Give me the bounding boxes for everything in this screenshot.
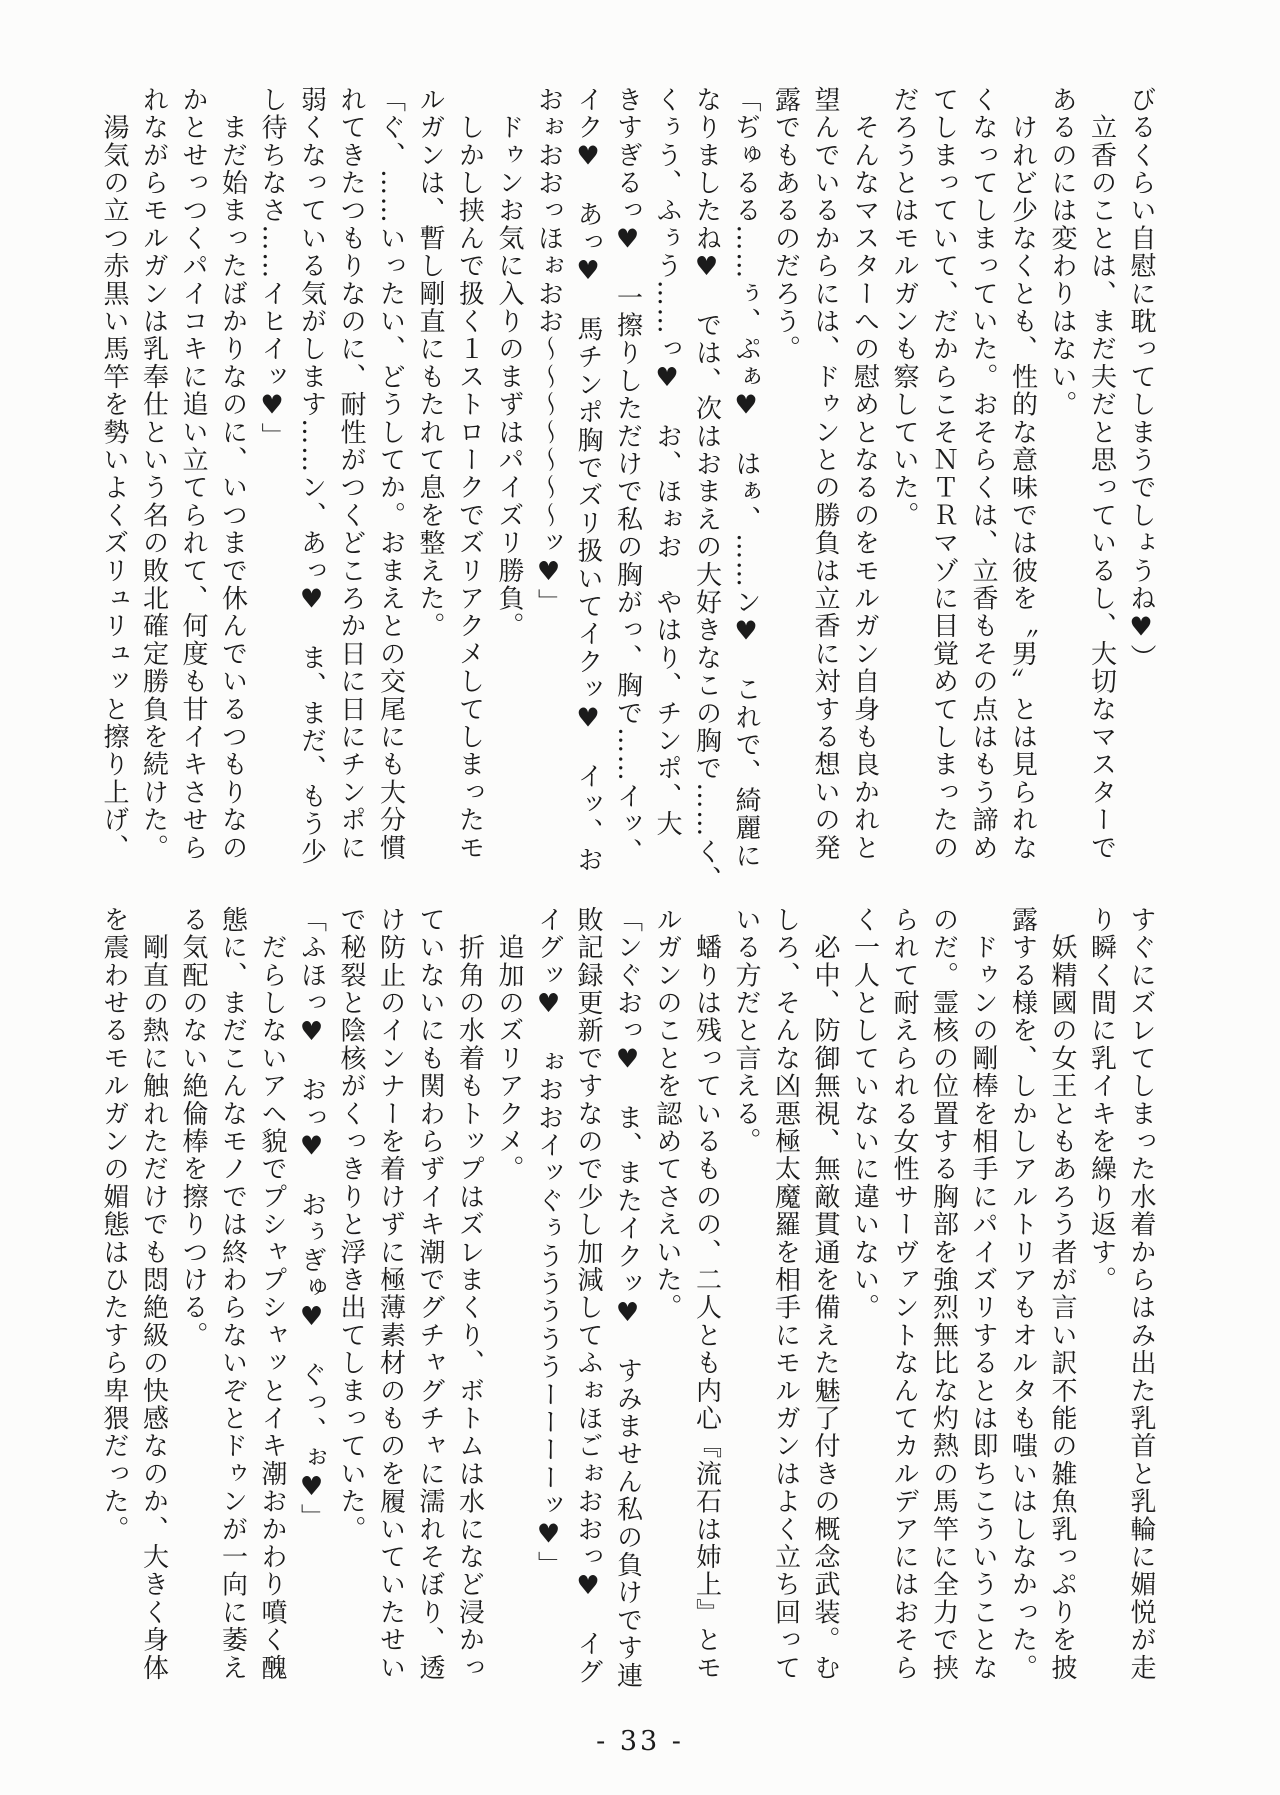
text-column: 望んでいるからには、ドゥンとの勝負は立香に対する想いの発 [810,86,840,862]
text-column: あるのには変わりはない。 [1047,86,1077,419]
text-column: を震わせるモルガンの媚態はひたすら卑猥だった。 [99,906,129,1544]
page-number: - 33 - [596,1726,684,1757]
text-column: きすぎるっ♥ 一擦りしただけで私の胸がっ、胸で……イッ、 [612,86,643,866]
text-column: く一人としていないに違いない。 [849,906,880,1322]
text-column: で秘裂と陰核がくっきりと浮き出てしまっていた。 [336,906,366,1544]
text-column: しろ、そんな凶悪極太魔羅を相手にモルガンはよく立ち回って [770,906,801,1682]
text-column: け防止のインナーを着けずに極薄素材のものを履いていたせい [375,906,406,1682]
text-column: 露する様を、しかしアルトリアもオルタも嗤いはしなかった。 [1007,906,1038,1682]
text-column: し待ちなさ……イヒイッ♥」 [257,86,287,451]
text-column: 追加のズリアクメ。 [494,906,524,1183]
text-column: だろうとはモルガンも察していた。 [889,86,919,530]
text-column: 態に、まだこんなモノでは終わらないぞとドゥンが一向に萎え [217,906,248,1682]
bottom-text-block [94,906,1161,1692]
text-column: くぅう、ふぅう……っ♥ お、ほぉお やはり、チンポ、大 [652,86,682,838]
text-column: れながらモルガンは乳奉仕という名の敗北確定勝負を続けた。 [138,86,169,862]
text-column: 立香のことは、まだ夫だと思っているし、大切なマスターで [1086,86,1117,862]
text-column: ルガンのことを認めてさえいた。 [652,906,682,1322]
text-column: れてきたつもりなのに、耐性がつくどころか日に日にチンポに [336,86,366,862]
text-column: びるくらい自慰に耽ってしまうでしょうね♥） [1126,86,1156,672]
text-column: かとせっつくパイコキに追い立てられて、何度も甘イキさせら [178,86,208,862]
text-column: 「ぢゅるる……ぅ、ぷぁ♥ はぁ、……ン♥ これで、綺麗に [731,86,761,870]
text-column: イグッ♥ ぉおおイッぐぅうううううーーーーッ♥」 [533,906,564,1579]
text-column: 折角の水着もトップはズレまくり、ボトムは水になど浸かっ [454,906,485,1682]
text-column: る気配のない絶倫棒を擦りつける。 [178,906,208,1350]
text-column: まだ始まったばかりなのに、いつまで休んでいるつもりなの [217,86,248,862]
text-column: けれど少なくとも、性的な意味では彼を〝男〟とは見られな [1007,86,1038,862]
text-column: てしまっていて、だからこそＮＴＲマゾに目覚めてしまったの [928,86,959,862]
text-column: 「ンぐおっ♥ ま、またイクッ♥ すみません私の負けです連 [612,906,643,1690]
text-column: 湯気の立つ赤黒い馬竿を勢いよくズリュリュッと擦り上げ、 [99,86,129,862]
text-column: 弱くなっている気がします……ン、あっ♥ ま、まだ、もう少 [296,86,327,866]
text-column: ドゥンの剛棒を相手にパイズリするとは即ちこういうことな [968,906,998,1682]
text-column: ていないにも関わらずイキ潮でグチャグチャに濡れそぼり、透 [415,906,445,1682]
text-column: だらしないアヘ貌でプシャプシャッとイキ潮おかわり噴く醜 [257,906,287,1682]
text-column: ドゥンお気に入りのまずはパイズリ勝負。 [494,86,524,640]
text-column: 妖精國の女王ともあろう者が言い訳不能の雑魚乳っぷりを披 [1047,906,1077,1682]
text-column: 露でもあるのだろう。 [770,86,801,363]
top-text-block [94,86,1161,894]
text-column: くなってしまっていた。おそらくは、立香もその点はもう諦め [968,86,998,862]
text-column: いる方だと言える。 [731,906,761,1156]
text-column: そんなマスターへの慰めとなるのをモルガン自身も良かれと [849,86,880,862]
text-column: のだ。霊核の位置する胸部を強烈無比な灼熱の馬竿に全力で挟 [928,906,959,1682]
text-column: 「ふほっ♥ おっ♥ おぅぎゅ♥ ぐっ、ぉ♥」 [296,906,327,1532]
text-column: 剛直の熱に触れただけでも悶絶級の快感なのか、大きく身体 [138,906,169,1682]
text-column: り瞬く間に乳イキを繰り返す。 [1086,906,1117,1294]
text-column: ルガンは、暫し剛直にもたれて息を整えた。 [415,86,445,640]
text-column: 必中、防御無視、無敵貫通を備えた魅了付きの概念武装。む [810,906,840,1682]
text-column: イク♥ あっ♥ 馬チンポ胸でズリ扱いてイクッ♥ イッ、お [573,86,603,874]
text-column: なりましたね♥ では、次はおまえの大好きなこの胸で……く、 [691,86,722,894]
text-column: おぉおおっほぉおお～～～～～～～ッ♥」 [533,86,564,617]
text-column: しかし挟んで扱く１ストロークでズリアクメしてしまったモ [454,86,485,862]
text-column: 「ぐ、……いったい、どうしてか。おまえとの交尾にも大分慣 [375,86,406,862]
text-column: 敗記録更新ですなので少し加減してふぉほごぉおおっ♥ イグ [573,906,603,1686]
text-column: られて耐えられる女性サーヴァントなんてカルデアにはおそら [889,906,919,1682]
text-column: すぐにズレてしまった水着からはみ出た乳首と乳輪に媚悦が走 [1126,906,1156,1682]
text-column: 蟠りは残っているものの、二人とも内心『流石は姉上』とモ [691,906,722,1682]
